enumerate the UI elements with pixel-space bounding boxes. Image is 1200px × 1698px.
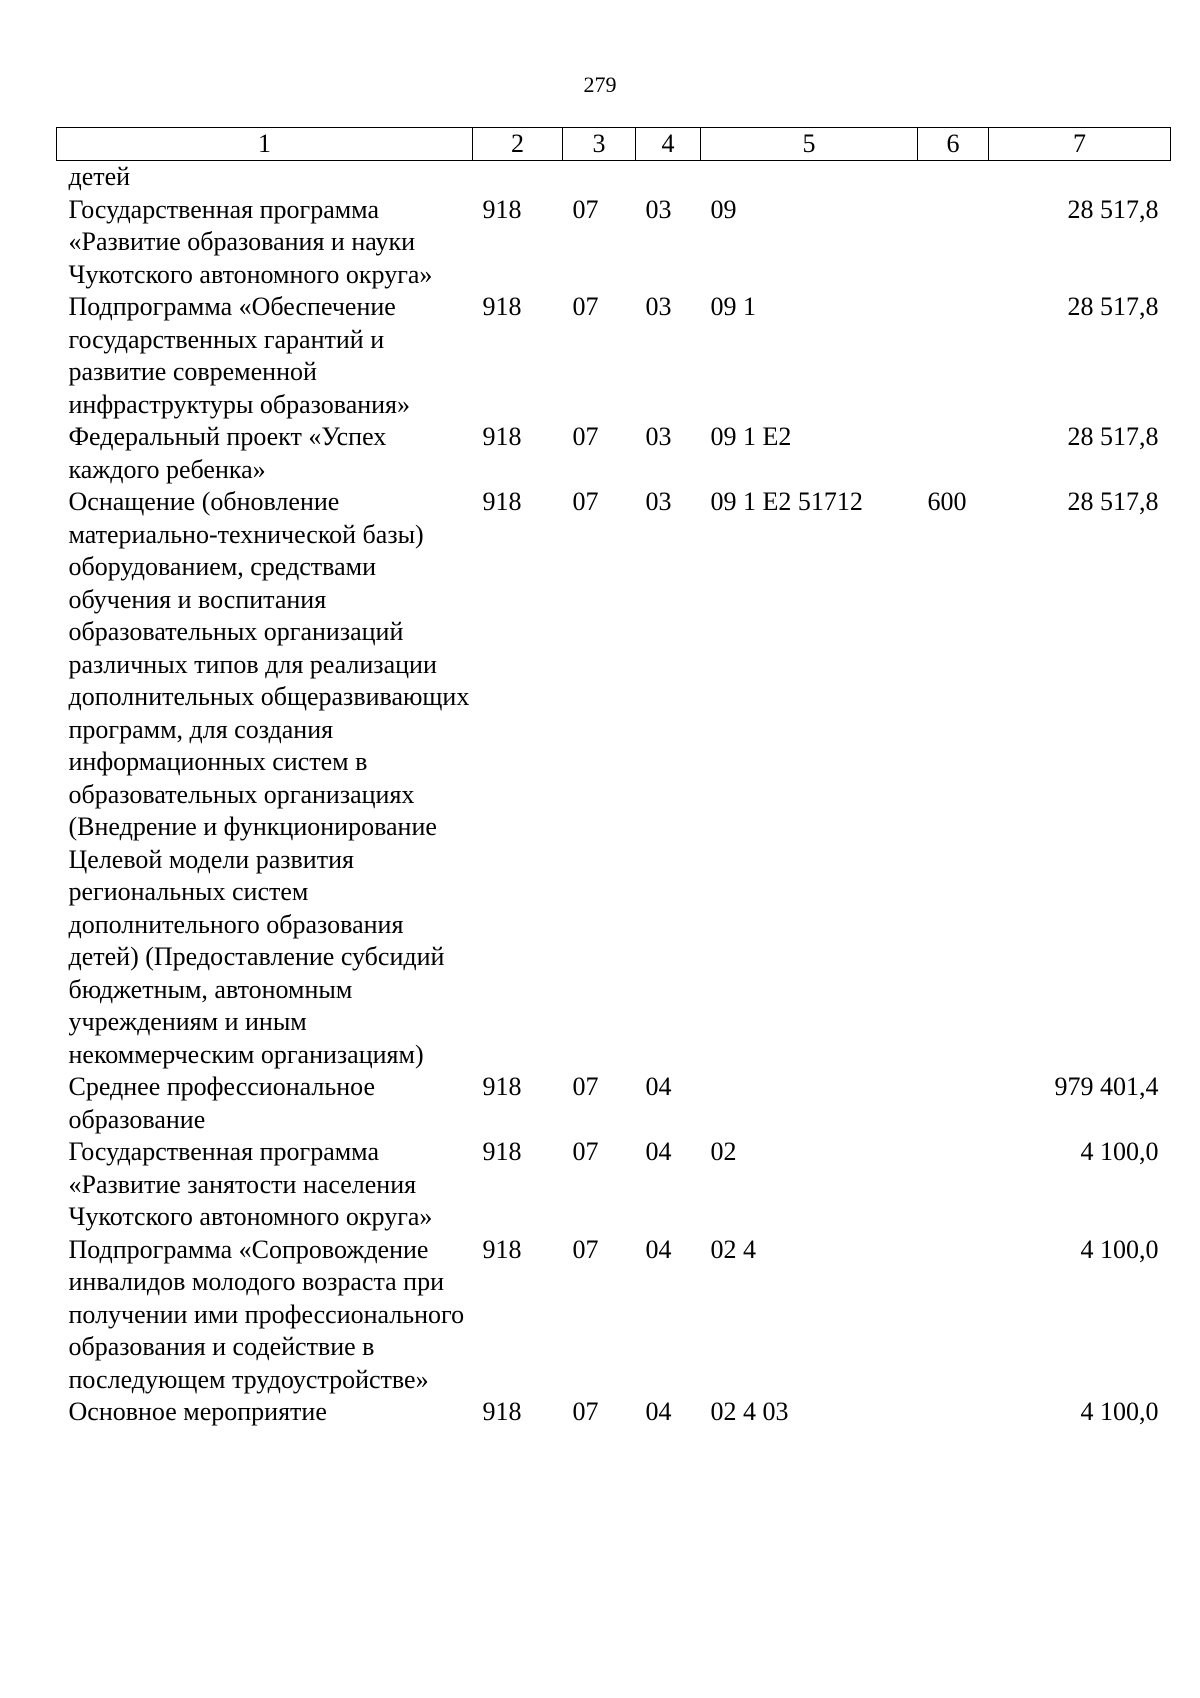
item-name: Подпрограмма «Сопровождение инвалидов молодого возраста при получении ими профессионального образования и содействие в последующем трудоустройстве» — [68, 1234, 465, 1394]
ministry-code: 918 — [482, 1397, 522, 1426]
ministry-code: 918 — [482, 194, 522, 224]
item-name: Государственная программа «Развитие занятости населения Чукотского автономного округа» — [68, 1137, 433, 1231]
expense-type-code: 600 — [927, 487, 967, 516]
subsection-code: 04 — [645, 1397, 672, 1426]
budget-table — [56, 127, 1171, 1429]
target-article-code: 02 4 03 — [710, 1397, 789, 1426]
expense-type-code — [918, 1071, 989, 1136]
ministry-code — [473, 161, 563, 194]
table-row — [57, 486, 1171, 1071]
subsection-code: 03 — [645, 487, 672, 516]
expense-type-code — [918, 421, 989, 486]
expense-type-code — [918, 194, 989, 292]
item-name: Федеральный проект «Успех каждого ребенка» — [68, 422, 387, 484]
target-article-code: 09 1 E2 51712 — [710, 487, 863, 516]
subsection-code: 03 — [645, 292, 672, 321]
item-name: Среднее профессиональное образование — [68, 1072, 375, 1134]
column-header: 6 — [918, 128, 989, 161]
ministry-code: 918 — [482, 422, 522, 451]
expense-type-code — [918, 291, 989, 421]
item-name: Оснащение (обновление материально-технической базы) оборудованием, средствами обучения и воспитания образовательных организаций различных типов для реализации дополнительных общеразвивающих программ, для создания информационных систем в образовательных организациях (Внедрение и функционирование Целевой модели развития региональных систем дополнительного образования детей) (Предоставление субсидий бюджетным, автономным учреждениям и иным некоммерческим организациям) — [68, 487, 470, 1069]
expense-type-code — [918, 161, 989, 194]
amount: 28 517,8 — [1067, 292, 1159, 321]
subsection-code: 04 — [645, 1072, 672, 1101]
item-name: Государственная программа «Развитие образования и науки Чукотского автономного округа» — [68, 194, 433, 289]
table-row — [57, 1396, 1171, 1429]
target-article-code: 02 4 — [710, 1234, 756, 1264]
amount — [989, 161, 1171, 194]
section-code: 07 — [572, 292, 599, 321]
subsection-code: 03 — [645, 194, 672, 224]
subsection-code: 03 — [645, 422, 672, 451]
subsection-code — [636, 161, 701, 194]
item-name: Основное мероприятие — [68, 1397, 327, 1426]
ministry-code: 918 — [482, 1072, 522, 1101]
table-row — [57, 291, 1171, 421]
subsection-code: 04 — [645, 1234, 672, 1264]
column-header: 4 — [636, 128, 701, 161]
section-code: 07 — [572, 422, 599, 451]
section-code: 07 — [572, 1137, 599, 1166]
target-article-code: 09 — [710, 194, 737, 224]
column-header: 2 — [473, 128, 563, 161]
item-name: Подпрограмма «Обеспечение государственных гарантий и развитие современной инфраструктуры образования» — [68, 292, 411, 419]
expense-type-code — [918, 1234, 989, 1397]
ministry-code: 918 — [482, 487, 522, 516]
section-code: 07 — [572, 487, 599, 516]
item-name: детей — [68, 162, 131, 191]
amount: 28 517,8 — [1067, 422, 1159, 451]
table-row — [57, 421, 1171, 486]
amount: 979 401,4 — [1054, 1072, 1159, 1101]
amount: 4 100,0 — [1080, 1397, 1159, 1426]
subsection-code: 04 — [645, 1137, 672, 1166]
section-code: 07 — [572, 1234, 599, 1264]
table-row — [57, 1071, 1171, 1136]
target-article-code: 09 1 — [710, 292, 756, 321]
target-article-code — [701, 1071, 918, 1136]
column-header: 1 — [57, 128, 473, 161]
table-row — [57, 194, 1171, 292]
ministry-code: 918 — [482, 1234, 522, 1264]
amount: 4 100,0 — [1080, 1137, 1159, 1166]
expense-type-code — [918, 1396, 989, 1429]
ministry-code: 918 — [482, 1137, 522, 1166]
table-row — [57, 161, 1171, 194]
column-number-header-row — [57, 128, 1171, 161]
section-code: 07 — [572, 194, 599, 224]
target-article-code: 09 1 E2 — [710, 422, 792, 451]
column-header: 3 — [563, 128, 636, 161]
column-header: 5 — [701, 128, 918, 161]
table-row — [57, 1136, 1171, 1234]
target-article-code — [701, 161, 918, 194]
page-number: 279 — [583, 72, 617, 97]
section-code: 07 — [572, 1072, 599, 1101]
ministry-code: 918 — [482, 292, 522, 321]
amount: 28 517,8 — [1067, 194, 1159, 224]
target-article-code: 02 — [710, 1137, 737, 1166]
column-header: 7 — [989, 128, 1171, 161]
table-row — [57, 1234, 1171, 1397]
section-code: 07 — [572, 1397, 599, 1426]
amount: 4 100,0 — [1080, 1234, 1159, 1264]
expense-type-code — [918, 1136, 989, 1234]
amount: 28 517,8 — [1067, 487, 1159, 516]
section-code — [563, 161, 636, 194]
